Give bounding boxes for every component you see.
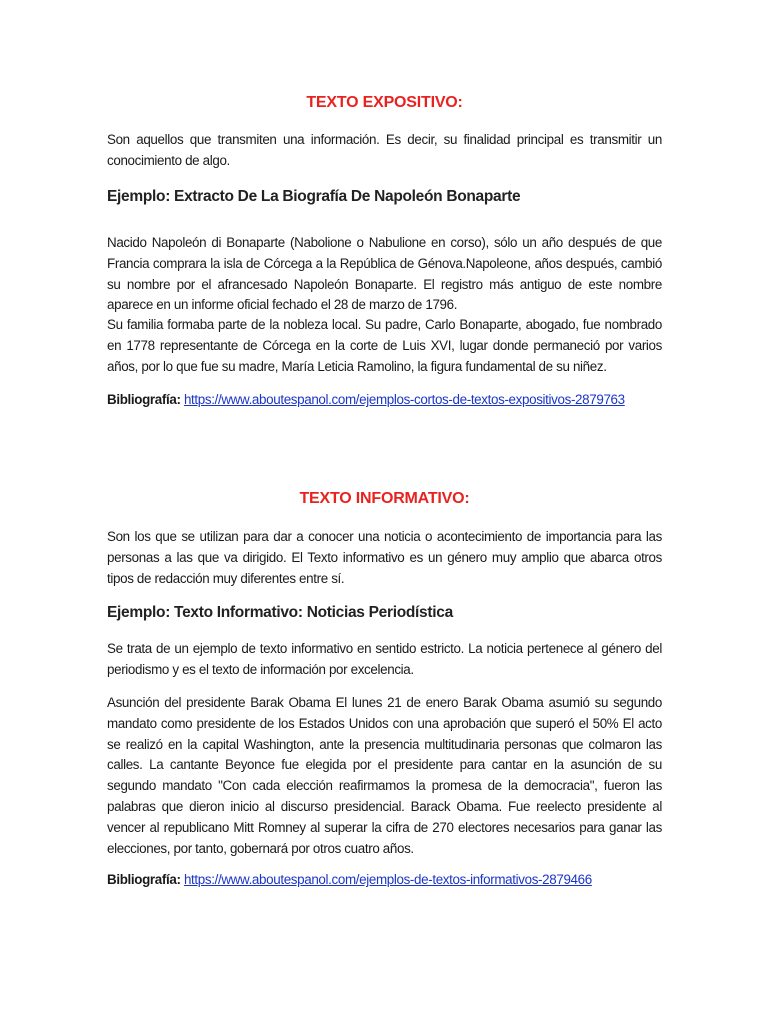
section-title-informativo: TEXTO INFORMATIVO: [299, 490, 470, 507]
expositivo-bibliography [107, 390, 662, 410]
expositivo-paragraph-2: Su familia formaba parte de la nobleza local. Su padre, Carlo Bonaparte, abogado, fue nombrado en 1778 representante de Córcega en la corte de Luis XVI, lugar donde permaneció por varios años, por lo que fue su madre, María Leticia Ramolino, la figura fundamental de su niñez. [107, 317, 662, 374]
informativo-intro: Son los que se utilizan para dar a conocer una noticia o acontecimiento de importancia para las personas a las que va dirigido. El Texto informativo es un género muy amplio que abarca otros tipos de redacción muy diferentes entre sí. [107, 529, 662, 586]
informativo-bibliography [107, 870, 662, 890]
bibliography-label: Bibliografía: [107, 392, 181, 407]
informativo-example-heading: Ejemplo: Texto Informativo: Noticias Periodística [107, 604, 453, 621]
informativo-paragraph-1: Se trata de un ejemplo de texto informativo en sentido estricto. La noticia pertenece al género del periodismo y es el texto de información por excelencia. [107, 641, 662, 677]
informativo-bibliography-link[interactable]: https://www.aboutespanol.com/ejemplos-de-textos-informativos-2879466 [183, 872, 592, 887]
expositivo-example-heading: Ejemplo: Extracto De La Biografía De Napoleón Bonaparte [107, 188, 521, 205]
bibliography-label: Bibliografía: [107, 872, 181, 887]
expositivo-intro: Son aquellos que transmiten una información. Es decir, su finalidad principal es transmitir un conocimiento de algo. [107, 132, 662, 168]
informativo-paragraph-2: Asunción del presidente Barak Obama El lunes 21 de enero Barak Obama asumió su segundo mandato como presidente de los Estados Unidos con una aprobación que superó el 50% El acto se realizó en la capital Washington, ante la presencia multitudinaria personas que colmaron las calles. La cantante Beyonce fue elegida por el presidente para cantar en la asunción de su segundo mandato "Con cada elección reafirmamos la promesa de la democracia", fueron las palabras que dieron inicio al discurso presidencial. Barack Obama. Fue reelecto presidente al vencer al republicano Mitt Romney al superar la cifra de 270 electores necesarios para ganar las elecciones, por tanto, gobernará por otros cuatro años. [107, 695, 662, 856]
expositivo-bibliography-link[interactable]: https://www.aboutespanol.com/ejemplos-cortos-de-textos-expositivos-2879763 [183, 392, 625, 407]
section-title-expositivo: TEXTO EXPOSITIVO: [306, 94, 463, 111]
expositivo-paragraph-1: Nacido Napoleón di Bonaparte (Nabolione o Nabulione en corso), sólo un año después de que Francia comprara la isla de Córcega a la República de Génova.Napoleone, años después, cambió su nombre por el afrancesado Napoleón Bonaparte. El registro más antiguo de este nombre aparece en un informe oficial fechado el 28 de marzo de 1796. [107, 235, 662, 313]
